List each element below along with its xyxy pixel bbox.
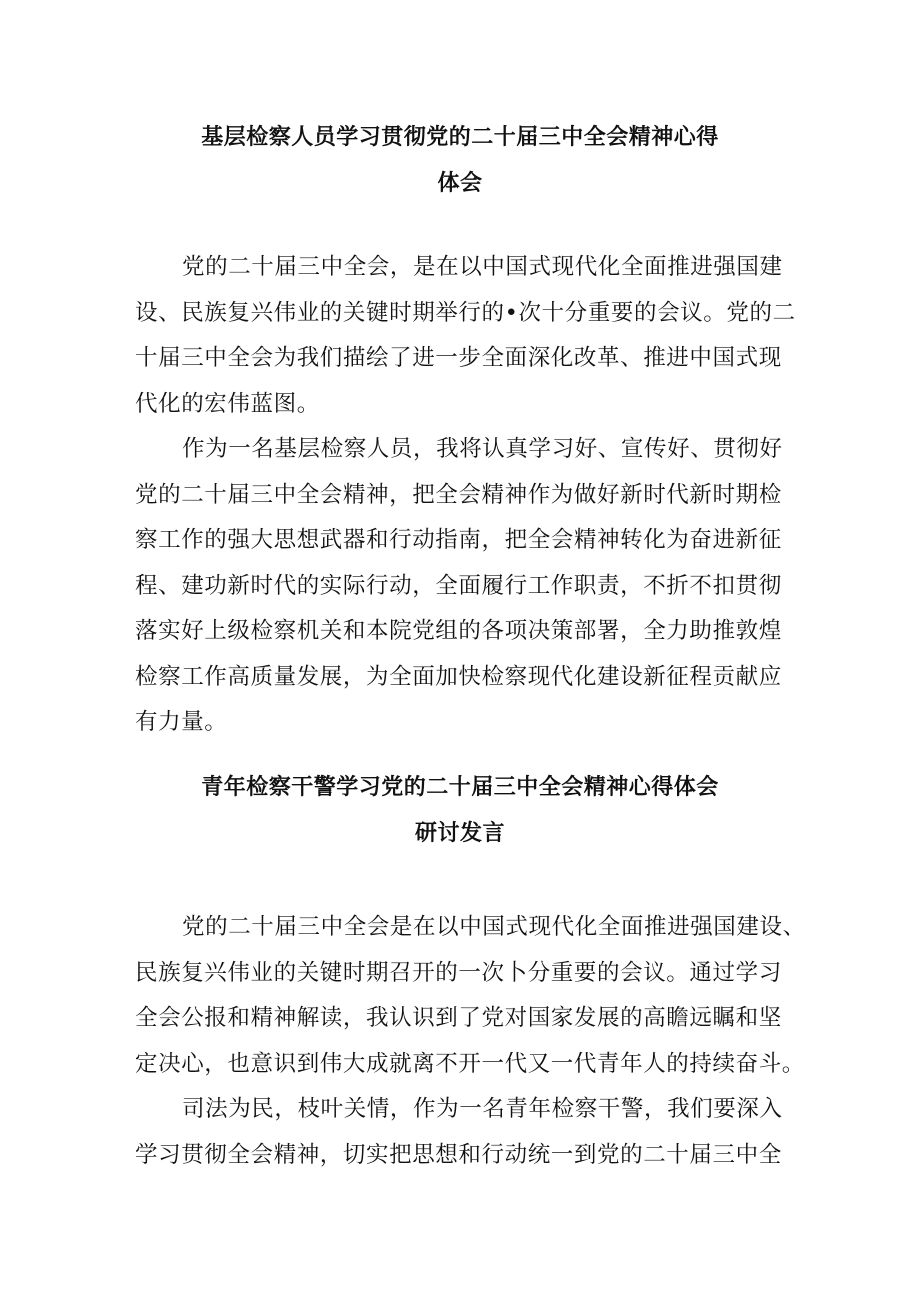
paragraph-line: 司法为民，枝叶关情，作为一名青年检察干警，我们要深入 — [182, 1096, 783, 1122]
section-2-title — [120, 765, 800, 857]
paragraph-line: 十届三中全会为我们描绘了进一步全面深化改革、推进中国式现 — [135, 345, 782, 371]
section-2-paragraph-1 — [135, 905, 806, 1087]
title-line: 研讨发言 — [414, 821, 505, 846]
paragraph-line: 党的二十届三中全会是在以中国式现代化全面推进强国建设、 — [182, 914, 806, 940]
paragraph-line: 作为一名基层检察人员，我将认真学习好、宣传好、贯彻好 — [182, 436, 783, 462]
paragraph-line: 落实好上级检察机关和本院党组的各项决策部署，全力助推敦煌 — [135, 618, 782, 644]
paragraph-line: 党的二十届三中全会精神，把全会精神作为做好新时代新时期检 — [135, 481, 782, 508]
section-1-paragraph-2 — [135, 427, 795, 746]
paragraph-line: 有力量。 — [135, 709, 228, 735]
paragraph-line: 学习贯彻全会精神，切实把思想和行动统一到党的二十届三中全 — [135, 1141, 782, 1168]
paragraph-line: 党的二十届三中全会，是在以中国式现代化全面推进强国建 — [182, 254, 783, 280]
title-line: 基层检察人员学习贯彻党的二十届三中全会精神心得 — [201, 125, 719, 150]
paragraph-line: 察工作的强大思想武器和行动指南，把全会精神转化为奋进新征 — [135, 527, 782, 553]
section-1-paragraph-1 — [135, 245, 795, 427]
section-2-paragraph-2 — [135, 1087, 795, 1178]
paragraph-line: 全会公报和精神解读，我认识到了党对国家发展的高瞻远瞩和坚 — [135, 1005, 782, 1031]
paragraph-line: 设、民族复兴伟业的关键时期举行的•次十分重要的会议。党的二 — [135, 299, 796, 326]
paragraph-line: 程、建功新时代的实际行动，全面履行工作职责，不折不扣贯彻 — [135, 572, 782, 599]
title-line: 体会 — [437, 171, 483, 196]
paragraph-line: 代化的宏伟蓝图。 — [135, 390, 320, 417]
paragraph-line: 定决心，也意识到伟大成就离不开一代又一代青年人的持续奋斗。 — [135, 1050, 805, 1077]
title-line: 青年检察干警学习党的二十届三中全会精神心得体会 — [201, 775, 719, 800]
section-1-title — [120, 115, 800, 207]
paragraph-line: 民族复兴伟业的关键时期召开的一次卜分重要的会议。通过学习 — [135, 959, 782, 986]
paragraph-line: 检察工作高质量发展，为全面加快检察现代化建设新征程贡献应 — [135, 663, 782, 690]
